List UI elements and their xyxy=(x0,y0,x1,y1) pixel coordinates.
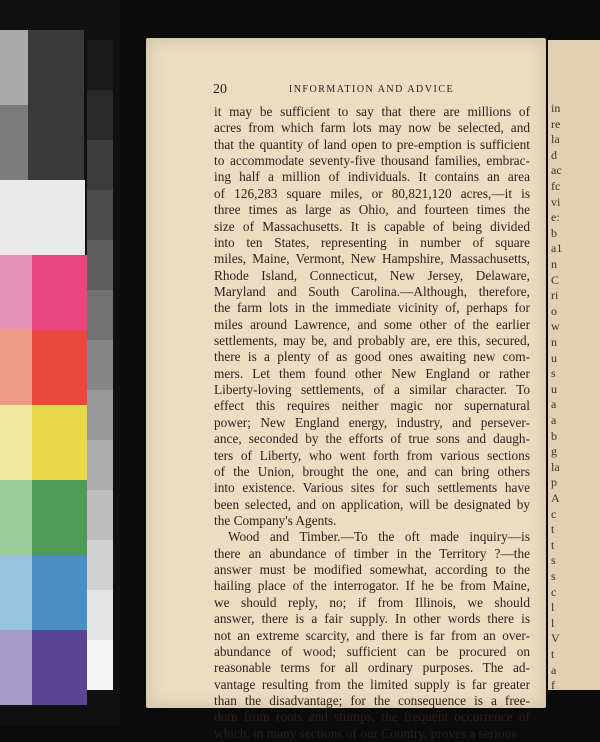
text-line: into existence. Various sites for such settlements have xyxy=(214,480,530,496)
adjacent-page-fragment: p xyxy=(551,475,557,490)
color-patch xyxy=(28,105,84,180)
text-line: miles, Maine, Vermont, New Hampshire, Massachusetts, xyxy=(214,251,530,267)
color-patch xyxy=(0,630,32,705)
color-patch xyxy=(0,30,28,105)
adjacent-page-fragment: n xyxy=(551,335,557,349)
adjacent-page-fragment: C xyxy=(551,272,560,287)
text-line: of 126,283 square miles, or 80,821,120 acres,—it is xyxy=(214,185,530,201)
text-line: that the quantity of land open to pre-emption is sufficient xyxy=(214,136,530,152)
adjacent-page-fragment: s xyxy=(551,569,556,583)
color-patch xyxy=(0,255,32,330)
adjacent-page xyxy=(548,40,600,690)
adjacent-page-fragment: n xyxy=(551,257,557,271)
grey-step-patch xyxy=(87,490,113,540)
color-patch xyxy=(32,480,87,555)
adjacent-page-fragment: ri xyxy=(551,288,559,303)
text-line: we should reply, no; if from Illinois, we should xyxy=(214,594,530,610)
color-patch xyxy=(28,30,84,105)
text-line: of the Union, brought the one, and can bring others xyxy=(214,463,530,479)
text-line: the Company's Agents. xyxy=(214,512,337,528)
adjacent-page-fragment: d xyxy=(551,147,557,162)
body-text xyxy=(214,104,530,742)
adjacent-page-fragment: la xyxy=(551,132,560,147)
grey-step-patch xyxy=(87,340,113,390)
adjacent-page-fragment: re xyxy=(551,116,561,131)
color-patch xyxy=(0,405,32,480)
text-line: the farm lots in the immediate vicinity of, perhaps for xyxy=(214,300,530,316)
color-patch xyxy=(32,255,87,330)
grey-step-patch xyxy=(87,640,113,690)
text-line: to accommodate seventy-five thousand families, embrac- xyxy=(214,153,530,169)
adjacent-page-fragment: s xyxy=(551,366,556,381)
text-line: there is a plenty of as good ones awaiting new com- xyxy=(214,349,530,365)
grey-step-patch xyxy=(87,40,113,90)
adjacent-page-fragment: b xyxy=(551,428,557,443)
color-patch xyxy=(0,180,85,255)
color-patch xyxy=(0,555,32,630)
text-line: acres from which farm lots may now be selected, and xyxy=(214,120,530,136)
text-line: reasonable terms for all ordinary purposes. The ad- xyxy=(214,660,530,676)
adjacent-page-fragment: a1 xyxy=(551,241,563,256)
adjacent-page-fragment: b xyxy=(551,225,557,240)
adjacent-page-fragment: u xyxy=(551,381,557,396)
text-line: Maryland and South Carolina.—Although, therefore, xyxy=(214,283,530,299)
text-line: Wood and Timber.—To the oft made inquiry—is xyxy=(228,529,530,545)
color-patch xyxy=(32,630,87,705)
adjacent-page-fragment: c xyxy=(551,506,557,521)
color-patch xyxy=(0,480,32,555)
color-patch xyxy=(0,105,28,180)
adjacent-page-fragment: t xyxy=(551,647,555,661)
text-line: ing half a million of individuals. It contains an area xyxy=(214,169,530,185)
adjacent-page-fragment: l xyxy=(551,615,555,630)
grey-step-patch xyxy=(87,90,113,140)
text-line: ters of Liberty, who went forth from various sections xyxy=(214,447,530,463)
grey-step-patch xyxy=(87,140,113,190)
adjacent-page-fragment: s xyxy=(551,553,556,568)
text-line: dom from roots and stumps, the frequent occurrence of xyxy=(214,709,530,725)
text-line: effect this requires neither magic nor supernatural xyxy=(214,398,530,414)
text-line: answer must be modified somewhat, according to the xyxy=(214,562,530,578)
adjacent-page-fragment: l xyxy=(551,600,555,615)
adjacent-page-fragment: t xyxy=(551,522,555,537)
adjacent-page-fragment: vi xyxy=(551,194,561,209)
text-line: it may be sufficient to say that there are millions of xyxy=(214,104,530,119)
page-header xyxy=(213,82,530,98)
adjacent-page-fragment: la xyxy=(551,459,560,474)
color-patch xyxy=(32,330,87,405)
grey-step-patch xyxy=(87,290,113,340)
page-number: 20 xyxy=(213,82,227,97)
grey-step-patch xyxy=(87,390,113,440)
adjacent-page-fragment: w xyxy=(551,319,560,334)
text-line: three times as large as Ohio, and fourteen times the xyxy=(214,202,530,218)
text-line: power; New England energy, industry, and persever- xyxy=(214,414,530,430)
grey-step-patch xyxy=(87,540,113,590)
text-line: than the disadvantage; for the consequence is a free- xyxy=(214,692,530,708)
adjacent-page-fragment: f xyxy=(551,678,555,690)
color-patch xyxy=(32,405,87,480)
text-line: abundance of wood; sufficient can be procured on xyxy=(214,643,530,659)
text-line: miles around Lawrence, and some other of the earlier xyxy=(214,316,530,332)
adjacent-page-fragment: g xyxy=(551,444,557,459)
text-line: Liberty-loving settlements, of a similar character. To xyxy=(214,382,530,398)
text-line: ance, seconded by the efforts of true sons and daugh- xyxy=(214,431,530,447)
grey-step-patch xyxy=(87,240,113,290)
text-line: answer, there is a fair supply. In other words there is xyxy=(214,611,530,627)
text-line: been selected, and on application, will be designated by xyxy=(214,496,530,512)
color-patch xyxy=(0,330,32,405)
adjacent-page-fragment: c xyxy=(551,584,557,599)
text-line: not an extreme scarcity, and there is far from an over- xyxy=(214,627,530,643)
adjacent-page-fragment: a xyxy=(551,662,557,677)
adjacent-page-fragment: fc xyxy=(551,179,561,193)
adjacent-page-fragment: a xyxy=(551,397,557,412)
adjacent-page-fragment: t xyxy=(551,537,555,552)
adjacent-page-fragment: o xyxy=(551,303,557,318)
text-line: there an abundance of timber in the Territory ?—the xyxy=(214,545,530,561)
adjacent-page-fragment: a xyxy=(551,413,557,427)
adjacent-page-fragment: V xyxy=(551,631,560,646)
text-line: which, in many sections of our Country, proves a serious xyxy=(214,725,517,741)
adjacent-page-fragment: u xyxy=(551,350,557,365)
text-line: Rhode Island, Connecticut, New Jersey, Delaware, xyxy=(214,267,530,283)
text-line: mers. Let them found other New England or rather xyxy=(214,365,530,381)
text-line: vantage resulting from the limited supply is far greater xyxy=(214,676,530,692)
text-line: settlements, may be, and probably are, ere this, secured, xyxy=(214,333,530,349)
adjacent-page-fragment: e: xyxy=(551,210,560,225)
text-line: hailing place of the interrogator. If he be from Maine, xyxy=(214,578,530,594)
adjacent-page-fragment: ac xyxy=(551,163,562,178)
text-line: into ten States, representing in number of square xyxy=(214,234,530,250)
adjacent-page-fragment: A xyxy=(551,491,560,505)
running-title: INFORMATION AND ADVICE xyxy=(288,84,455,95)
color-calibration-strip xyxy=(0,0,120,726)
grey-step-patch xyxy=(87,190,113,240)
text-line: size of Massachusetts. It is capable of being divided xyxy=(214,218,530,234)
grey-step-patch xyxy=(87,590,113,640)
grey-step-patch xyxy=(87,440,113,490)
adjacent-page-fragment: in xyxy=(551,101,561,115)
color-patch xyxy=(32,555,87,630)
